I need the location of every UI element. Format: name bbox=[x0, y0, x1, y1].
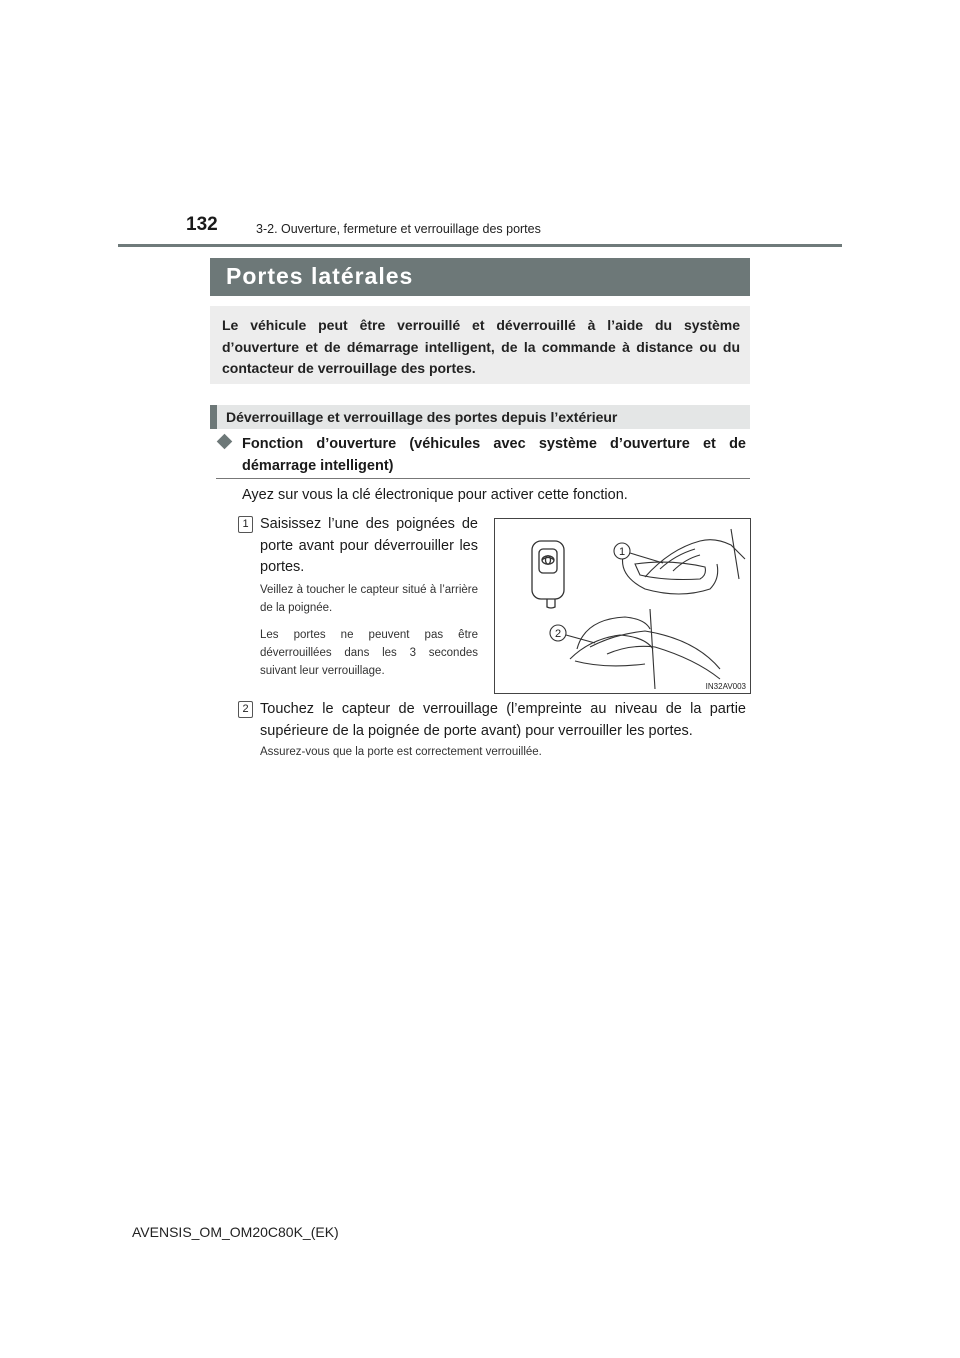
illustration-drawing bbox=[495, 519, 750, 693]
footer-doc-code: AVENSIS_OM_OM20C80K_(EK) bbox=[132, 1224, 339, 1240]
step-1-note-1: Veillez à toucher le capteur situé à l’arrière de la poignée. bbox=[260, 584, 478, 614]
diamond-bullet-icon bbox=[217, 434, 233, 450]
subsection-accent bbox=[210, 405, 217, 429]
step-2-note: Assurez-vous que la porte est correctement verrouillée. bbox=[260, 746, 542, 758]
carry-key-text: Ayez sur vous la clé électronique pour activer cette fonction. bbox=[242, 487, 628, 503]
illustration-code: IN32AV003 bbox=[705, 682, 746, 691]
section-reference: 3-2. Ouverture, fermeture et verrouillage des portes bbox=[256, 222, 541, 236]
step-number-1: 1 bbox=[238, 516, 253, 533]
key-fob-icon bbox=[532, 541, 564, 608]
intro-text: Le véhicule peut être verrouillé et déverrouillé à l’aide du système d’ouverture et de démarrage intelligent, de la commande à distance ou du contacteur de verrouillage des portes. bbox=[222, 317, 740, 376]
callout-2-label: 2 bbox=[554, 628, 562, 640]
section-title-bar bbox=[210, 258, 750, 296]
door-handle-lower-icon bbox=[570, 609, 720, 689]
step-1-text: Saisissez l’une des poignées de porte avant pour déverrouiller les portes. bbox=[260, 516, 478, 575]
step-2-text: Touchez le capteur de verrouillage (l’empreinte au niveau de la partie supérieure de la poignée de porte avant) pour verrouiller les portes. bbox=[260, 701, 746, 739]
step-number-2: 2 bbox=[238, 701, 253, 718]
intro-box bbox=[210, 306, 750, 384]
header-rule bbox=[118, 244, 842, 247]
subsection-title: Déverrouillage et verrouillage des portes depuis l’extérieur bbox=[226, 409, 618, 425]
callout-1-label: 1 bbox=[618, 546, 626, 558]
page-number: 132 bbox=[186, 214, 218, 235]
function-heading: Fonction d’ouverture (véhicules avec système d’ouverture et de démarrage intelligent) bbox=[242, 436, 746, 474]
function-heading-rule bbox=[216, 478, 750, 479]
step-1-note-2: Les portes ne peuvent pas être déverrouillées dans les 3 secondes suivant leur verrouillage. bbox=[260, 629, 478, 677]
page-title: Portes latérales bbox=[226, 263, 414, 289]
subsection-bar bbox=[210, 405, 750, 429]
door-handle-upper-icon bbox=[623, 529, 746, 594]
key-fob-and-door-handle-illustration bbox=[494, 518, 751, 694]
